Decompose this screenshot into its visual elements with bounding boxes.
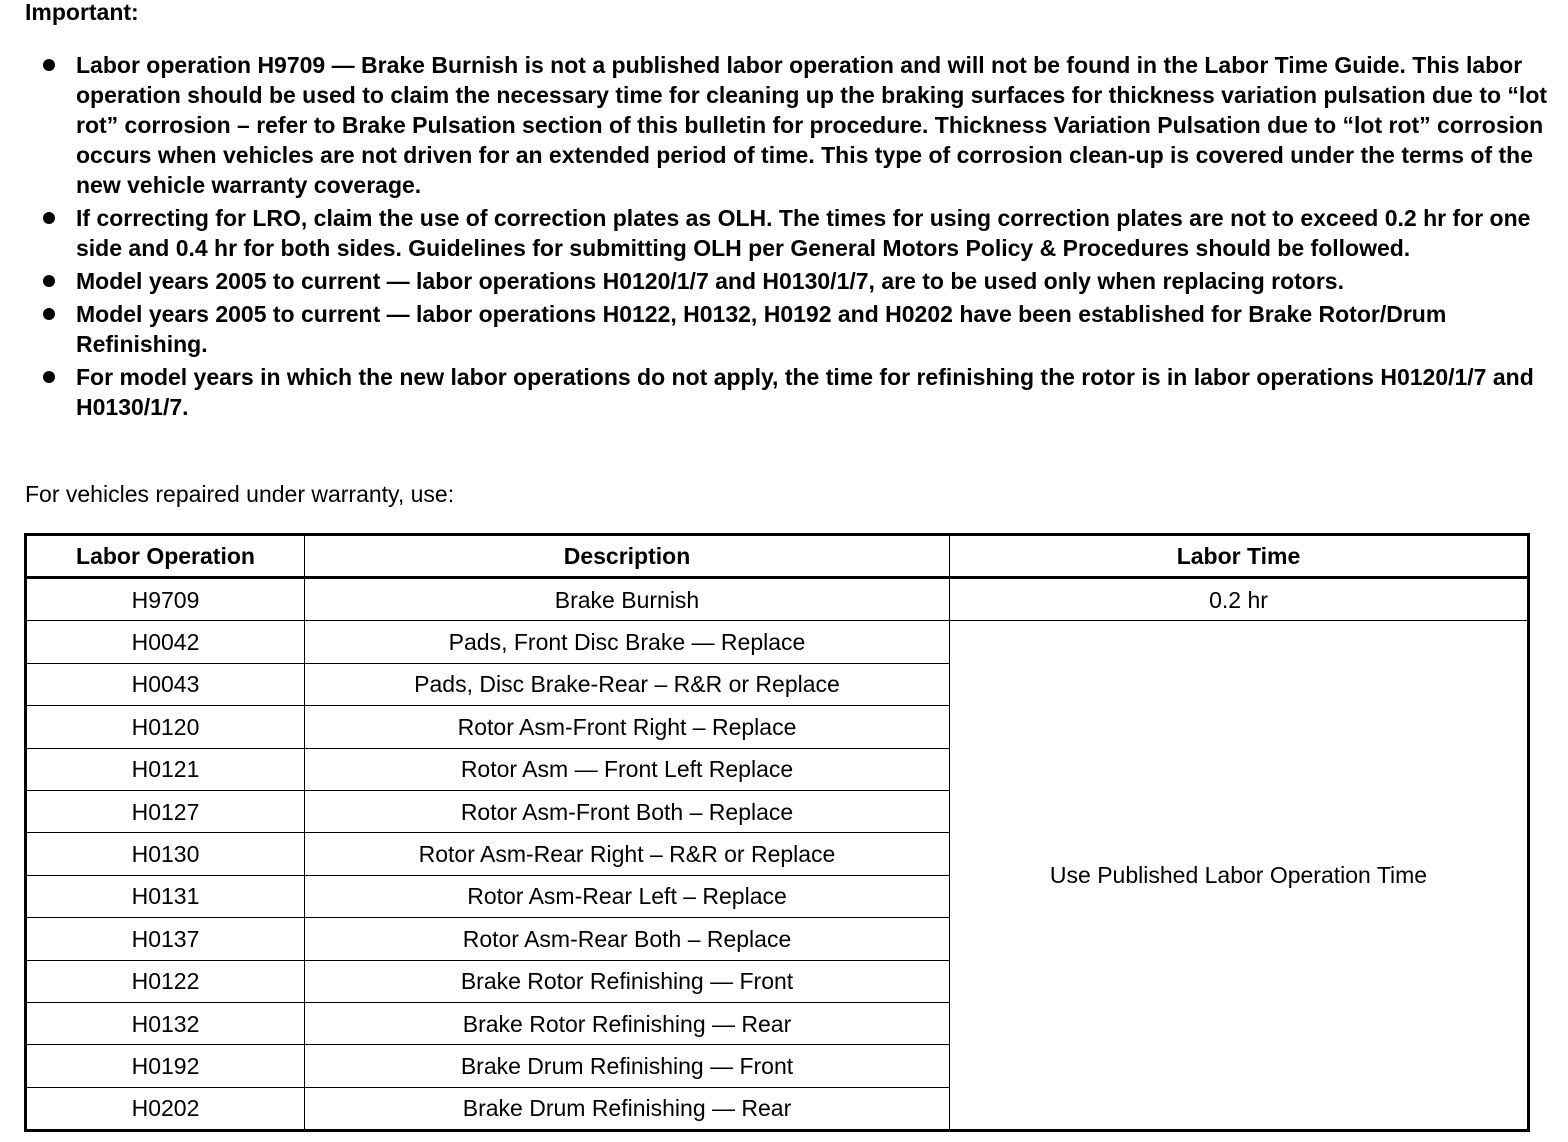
bullet-item: [40, 362, 1550, 422]
bullet-dot-icon: [43, 371, 55, 383]
bullet-text: Model years 2005 to current — labor operations H0120/1/7 and H0130/1/7, are to be used only when replacing rotors.: [76, 268, 1344, 294]
description-cell: Brake Drum Refinishing — Rear: [305, 1087, 950, 1130]
description-cell: Rotor Asm-Front Right – Replace: [305, 706, 950, 748]
bullet-dot-icon: [43, 308, 55, 320]
bullet-item: [40, 203, 1550, 263]
bullet-text: For model years in which the new labor operations do not apply, the time for refinishing the rotor is in labor operations H0120/1/7 and H0130/1/7.: [76, 364, 1534, 420]
description-cell: Rotor Asm-Rear Both – Replace: [305, 918, 950, 960]
bullet-dot-icon: [43, 275, 55, 287]
labor-op-cell: H0132: [26, 1002, 305, 1044]
labor-operations-table: [24, 533, 1530, 1132]
warranty-intro-text: For vehicles repaired under warranty, use:: [25, 481, 455, 507]
description-cell: Pads, Disc Brake-Rear – R&R or Replace: [305, 663, 950, 705]
bullet-text: If correcting for LRO, claim the use of correction plates as OLH. The times for using correction plates are not to exceed 0.2 hr for one side and 0.4 hr for both sides. Guidelines for submitting OLH per General Motors Policy & Procedures should be followed.: [76, 205, 1531, 261]
description-cell: Brake Burnish: [305, 578, 950, 621]
labor-op-cell: H9709: [26, 578, 305, 621]
important-bullet-list: [40, 50, 1550, 425]
table-header-row: [26, 535, 1529, 578]
bullet-item: [40, 266, 1550, 296]
labor-op-cell: H0121: [26, 748, 305, 790]
description-cell: Rotor Asm-Rear Right – R&R or Replace: [305, 833, 950, 875]
header-labor-operation: Labor Operation: [26, 535, 305, 578]
labor-op-cell: H0137: [26, 918, 305, 960]
bullet-text: Labor operation H9709 — Brake Burnish is not a published labor operation and will not be found in the Labor Time Guide. This labor operation should be used to claim the necessary time for cleaning up the braking surfaces for thickness variation pulsation due to “lot rot” corrosion – refer to Brake Pulsation section of this bulletin for procedure. Thickness Variation Pulsation due to “lot rot” corrosion occurs when vehicles are not driven for an extended period of time. This type of corrosion clean-up is covered under the terms of the new vehicle warranty coverage.: [76, 52, 1548, 198]
table-row: [26, 578, 1529, 621]
description-cell: Pads, Front Disc Brake — Replace: [305, 621, 950, 663]
labor-op-cell: H0127: [26, 790, 305, 832]
description-cell: Brake Rotor Refinishing — Rear: [305, 1002, 950, 1044]
labor-time-cell: 0.2 hr: [950, 578, 1529, 621]
bullet-item: [40, 50, 1550, 200]
description-cell: Brake Rotor Refinishing — Front: [305, 960, 950, 1002]
header-labor-time: Labor Time: [950, 535, 1529, 578]
published-labor-time-cell: Use Published Labor Operation Time: [950, 621, 1529, 1131]
description-cell: Rotor Asm — Front Left Replace: [305, 748, 950, 790]
description-cell: Rotor Asm-Front Both – Replace: [305, 790, 950, 832]
labor-op-cell: H0131: [26, 875, 305, 917]
important-heading: Important:: [25, 0, 139, 25]
bullet-text: Model years 2005 to current — labor operations H0122, H0132, H0192 and H0202 have been established for Brake Rotor/Drum Refinishing.: [76, 301, 1447, 357]
table-row: [26, 621, 1529, 663]
description-cell: Brake Drum Refinishing — Front: [305, 1045, 950, 1087]
bullet-item: [40, 299, 1550, 359]
labor-op-cell: H0043: [26, 663, 305, 705]
bullet-dot-icon: [43, 59, 55, 71]
header-description: Description: [305, 535, 950, 578]
bullet-dot-icon: [43, 212, 55, 224]
labor-op-cell: H0042: [26, 621, 305, 663]
labor-op-cell: H0120: [26, 706, 305, 748]
labor-op-cell: H0202: [26, 1087, 305, 1130]
labor-op-cell: H0192: [26, 1045, 305, 1087]
labor-op-cell: H0122: [26, 960, 305, 1002]
labor-op-cell: H0130: [26, 833, 305, 875]
description-cell: Rotor Asm-Rear Left – Replace: [305, 875, 950, 917]
